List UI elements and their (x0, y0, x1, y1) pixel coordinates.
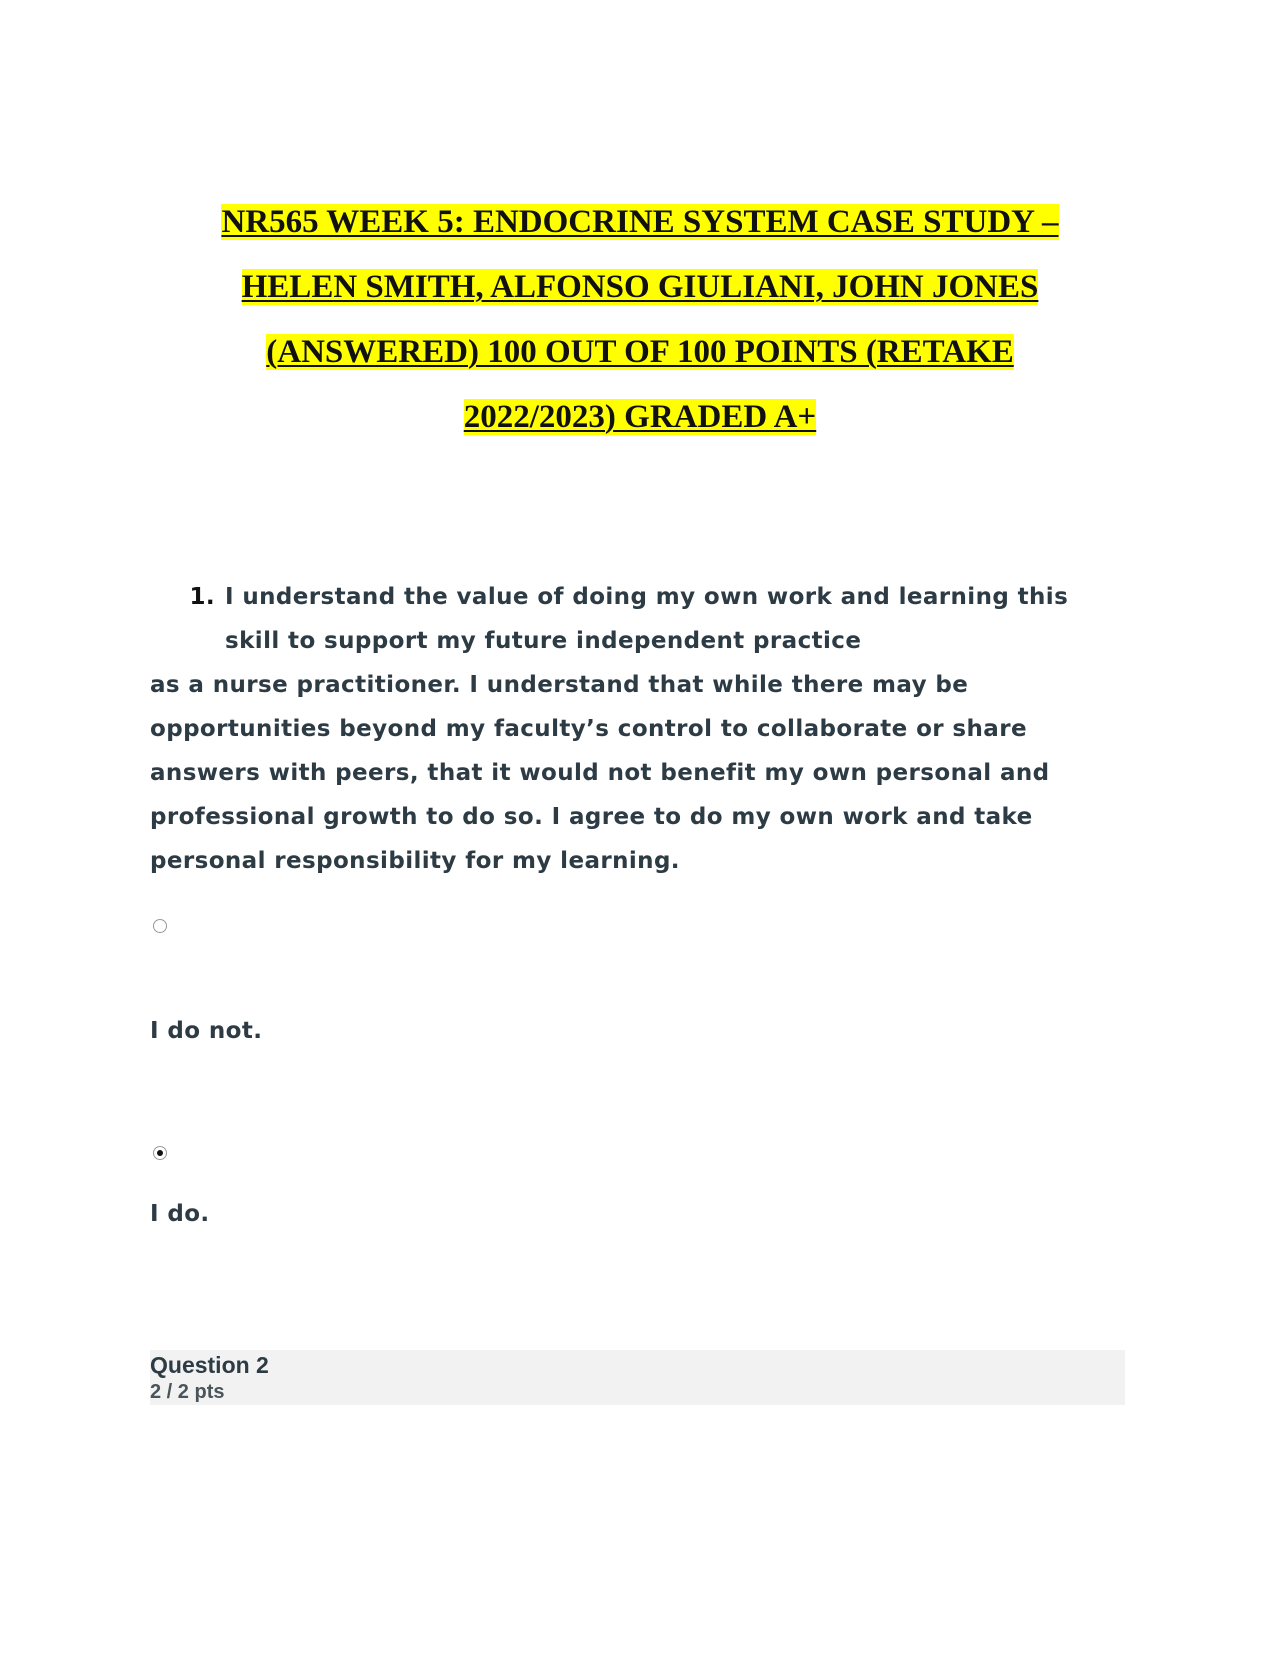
document-title (150, 190, 1130, 450)
radio-option-i-do[interactable] (153, 1146, 167, 1160)
question-2-points: 2 / 2 pts (150, 1381, 225, 1403)
question-number: 1. (189, 584, 215, 610)
question-1-text-rest: as a nurse practitioner. I understand that while there may be opportunities beyond my faculty’s control to collaborate or share answers with peers, that it would not benefit my own personal and professional growth to do so. I agree to do my own work and take personal responsibility for my learning. (150, 672, 1050, 874)
title-line: (ANSWERED) 100 OUT OF 100 POINTS (RETAKE (266, 334, 1014, 370)
title-line: NR565 WEEK 5: ENDOCRINE SYSTEM CASE STUDY – (221, 204, 1059, 240)
title-line: 2022/2023) GRADED A+ (463, 399, 817, 435)
question-2-header (150, 1350, 1125, 1405)
question-2-title: Question 2 (150, 1352, 269, 1378)
question-1-text-first: I understand the value of doing my own work and learning this skill to support my future independent practice (225, 584, 1069, 654)
title-line: HELEN SMITH, ALFONSO GIULIANI, JOHN JONES (241, 269, 1039, 305)
radio-option-i-do-not[interactable] (153, 919, 167, 933)
option-label-i-do-not: I do not. (150, 1018, 263, 1044)
question-1-first-line (150, 575, 1130, 663)
option-label-i-do: I do. (150, 1201, 210, 1227)
question-1 (150, 575, 1130, 883)
